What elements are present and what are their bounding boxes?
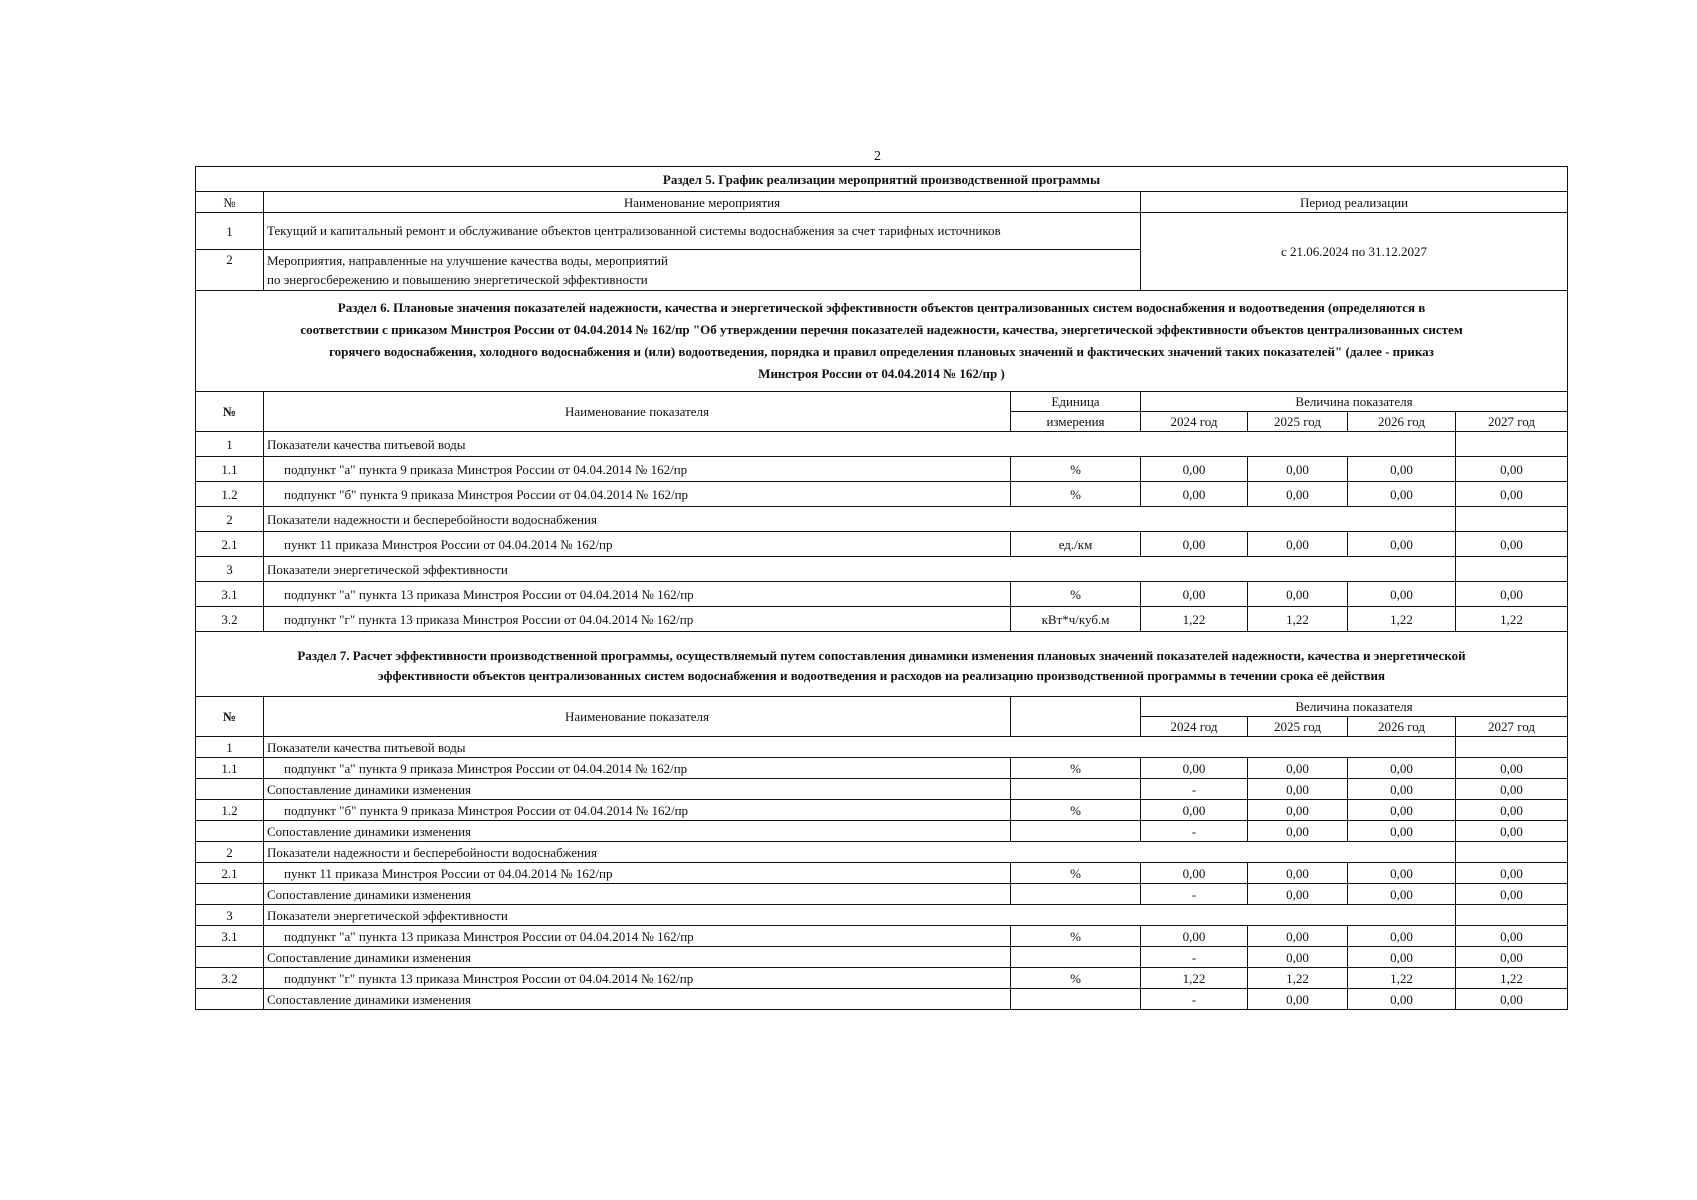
section5-row1-num: 1 — [196, 213, 264, 250]
value-cell: 1,22 — [1248, 607, 1348, 632]
indicator-name: подпункт "а" пункта 9 приказа Минстроя России от 04.04.2014 № 162/пр — [264, 457, 1011, 482]
value-cell: - — [1141, 779, 1248, 800]
row-number — [196, 947, 264, 968]
value-cell: - — [1141, 821, 1248, 842]
table-row — [196, 947, 1568, 968]
indicator-name: подпункт "б" пункта 9 приказа Минстроя России от 04.04.2014 № 162/пр — [264, 482, 1011, 507]
section7-header-year-2026: 2026 год — [1348, 717, 1456, 737]
section7-header-name: Наименование показателя — [264, 697, 1011, 737]
section6-title — [196, 291, 1568, 392]
table-row — [196, 532, 1568, 557]
section6-title-line1: Раздел 6. Плановые значения показателей надежности, качества и энергетической эффективности объектов централизованных систем водоснабжения и водоотведения (определяются в — [337, 300, 1426, 315]
section6-header-num: № — [196, 392, 264, 432]
unit-cell: % — [1011, 926, 1141, 947]
table-row — [196, 968, 1568, 989]
group-title: Показатели качества питьевой воды — [264, 432, 1456, 457]
unit-cell: % — [1011, 863, 1141, 884]
page-number: 2 — [874, 149, 881, 164]
value-cell: 0,00 — [1348, 582, 1456, 607]
empty-cell — [1456, 432, 1568, 457]
row-number: 2 — [196, 507, 264, 532]
table-row — [196, 926, 1568, 947]
section7-title — [196, 632, 1568, 697]
row-number: 2.1 — [196, 863, 264, 884]
value-cell: - — [1141, 989, 1248, 1010]
unit-cell — [1011, 884, 1141, 905]
row-number: 3.2 — [196, 607, 264, 632]
section6-header-value: Величина показателя — [1141, 392, 1568, 412]
value-cell: 0,00 — [1141, 863, 1248, 884]
section6-header-name: Наименование показателя — [264, 392, 1011, 432]
value-cell: 0,00 — [1141, 457, 1248, 482]
value-cell: 1,22 — [1456, 607, 1568, 632]
unit-cell: кВт*ч/куб.м — [1011, 607, 1141, 632]
value-cell: 0,00 — [1248, 482, 1348, 507]
section6-title-line2: соответствии с приказом Минстроя России от 04.04.2014 № 162/пр "Об утверждении перечня показателей надежности, качества, энергетической эффективности объектов централизованных систем — [300, 322, 1463, 337]
section7-title-line1: Раздел 7. Расчет эффективности производственной программы, осуществляемый путем сопоставления динамики изменения плановых значений показателей надежности, качества и энергетической — [297, 648, 1466, 663]
section5-header-period: Период реализации — [1141, 192, 1568, 213]
unit-cell — [1011, 779, 1141, 800]
section7-table — [195, 631, 1568, 1010]
section6-header-unit-line2: измерения — [1011, 412, 1141, 432]
section6-title-line3: горячего водоснабжения, холодного водоснабжения и (или) водоотведения, порядка и правил определения плановых значений и фактических значений таких показателей" (далее - приказ — [329, 344, 1434, 359]
value-cell: 0,00 — [1456, 532, 1568, 557]
section7-header-value: Величина показателя — [1141, 697, 1568, 717]
value-cell: 0,00 — [1248, 779, 1348, 800]
table-row — [196, 737, 1568, 758]
table-row — [196, 507, 1568, 532]
section5-row2-name-line2: по энергосбережению и повышению энергетической эффективности — [267, 272, 648, 287]
value-cell: 0,00 — [1348, 532, 1456, 557]
value-cell: 0,00 — [1248, 926, 1348, 947]
section7-header-year-2027: 2027 год — [1456, 717, 1568, 737]
unit-cell — [1011, 989, 1141, 1010]
row-number — [196, 884, 264, 905]
comparison-label: Сопоставление динамики изменения — [264, 947, 1011, 968]
table-row — [196, 905, 1568, 926]
comparison-label: Сопоставление динамики изменения — [264, 989, 1011, 1010]
group-title: Показатели качества питьевой воды — [264, 737, 1456, 758]
section7-header-unit — [1011, 697, 1141, 737]
value-cell: 1,22 — [1456, 968, 1568, 989]
section5-row2-name — [264, 250, 1141, 291]
value-cell: 0,00 — [1348, 779, 1456, 800]
value-cell: 0,00 — [1456, 926, 1568, 947]
row-number: 1.2 — [196, 482, 264, 507]
value-cell: 1,22 — [1348, 607, 1456, 632]
unit-cell: ед./км — [1011, 532, 1141, 557]
section6-header-year-2026: 2026 год — [1348, 412, 1456, 432]
empty-cell — [1456, 905, 1568, 926]
unit-cell: % — [1011, 482, 1141, 507]
row-number: 3 — [196, 557, 264, 582]
value-cell: 0,00 — [1348, 758, 1456, 779]
section7-header-num: № — [196, 697, 264, 737]
value-cell: 1,22 — [1141, 968, 1248, 989]
section5-row2-name-line1: Мероприятия, направленные на улучшение качества воды, мероприятий — [267, 253, 668, 268]
value-cell: 1,22 — [1248, 968, 1348, 989]
empty-cell — [1456, 507, 1568, 532]
table-row — [196, 800, 1568, 821]
value-cell: 0,00 — [1456, 947, 1568, 968]
unit-cell: % — [1011, 758, 1141, 779]
section5-period: с 21.06.2024 по 31.12.2027 — [1141, 213, 1568, 291]
row-number — [196, 821, 264, 842]
section5-table — [195, 166, 1568, 291]
value-cell: 0,00 — [1248, 532, 1348, 557]
section7-body — [196, 737, 1568, 1010]
value-cell: 0,00 — [1141, 758, 1248, 779]
value-cell: 0,00 — [1456, 863, 1568, 884]
value-cell: 1,22 — [1348, 968, 1456, 989]
unit-cell: % — [1011, 457, 1141, 482]
value-cell: 0,00 — [1141, 800, 1248, 821]
row-number: 1 — [196, 432, 264, 457]
row-number: 3.1 — [196, 926, 264, 947]
table-row — [196, 482, 1568, 507]
indicator-name: подпункт "г" пункта 13 приказа Минстроя России от 04.04.2014 № 162/пр — [264, 607, 1011, 632]
table-row — [196, 457, 1568, 482]
section6-title-line4: Минстроя России от 04.04.2014 № 162/пр ) — [758, 366, 1005, 381]
value-cell: 0,00 — [1248, 863, 1348, 884]
value-cell: 0,00 — [1456, 800, 1568, 821]
indicator-name: подпункт "а" пункта 9 приказа Минстроя России от 04.04.2014 № 162/пр — [264, 758, 1011, 779]
section6-header-year-2024: 2024 год — [1141, 412, 1248, 432]
value-cell: 0,00 — [1141, 532, 1248, 557]
table-row — [196, 432, 1568, 457]
value-cell: 0,00 — [1141, 482, 1248, 507]
table-row — [196, 758, 1568, 779]
row-number: 1.2 — [196, 800, 264, 821]
group-title: Показатели надежности и бесперебойности водоснабжения — [264, 507, 1456, 532]
row-number: 3 — [196, 905, 264, 926]
comparison-label: Сопоставление динамики изменения — [264, 884, 1011, 905]
row-number — [196, 989, 264, 1010]
value-cell: 0,00 — [1456, 884, 1568, 905]
section7-header-year-2025: 2025 год — [1248, 717, 1348, 737]
indicator-name: подпункт "а" пункта 13 приказа Минстроя России от 04.04.2014 № 162/пр — [264, 926, 1011, 947]
table-row — [196, 884, 1568, 905]
table-row — [196, 779, 1568, 800]
section6-header-unit-line1: Единица — [1011, 392, 1141, 412]
table-row — [196, 989, 1568, 1010]
section5-title: Раздел 5. График реализации мероприятий производственной программы — [196, 167, 1568, 192]
value-cell: 0,00 — [1456, 989, 1568, 1010]
value-cell: 0,00 — [1348, 947, 1456, 968]
row-number: 3.2 — [196, 968, 264, 989]
value-cell: 0,00 — [1348, 863, 1456, 884]
section5-row1-name: Текущий и капитальный ремонт и обслуживание объектов централизованной системы водоснабжения за счет тарифных источников — [264, 213, 1141, 250]
empty-cell — [1456, 842, 1568, 863]
row-number: 1.1 — [196, 758, 264, 779]
row-number: 2 — [196, 842, 264, 863]
section7-header-year-2024: 2024 год — [1141, 717, 1248, 737]
unit-cell: % — [1011, 582, 1141, 607]
section5-row2-num: 2 — [196, 250, 264, 291]
table-row — [196, 842, 1568, 863]
value-cell: - — [1141, 884, 1248, 905]
table-row — [196, 582, 1568, 607]
section6-table — [195, 290, 1568, 632]
value-cell: 0,00 — [1348, 884, 1456, 905]
row-number — [196, 779, 264, 800]
value-cell: 0,00 — [1248, 457, 1348, 482]
value-cell: 0,00 — [1248, 821, 1348, 842]
group-title: Показатели надежности и бесперебойности водоснабжения — [264, 842, 1456, 863]
section6-body — [196, 432, 1568, 632]
value-cell: 0,00 — [1348, 989, 1456, 1010]
section7-title-line2: эффективности объектов централизованных систем водоснабжения и водоотведения и расходов на реализацию производственной программы в течении срока её действия — [377, 668, 1386, 683]
value-cell: 0,00 — [1248, 884, 1348, 905]
value-cell: 0,00 — [1456, 582, 1568, 607]
value-cell: 1,22 — [1141, 607, 1248, 632]
value-cell: 0,00 — [1456, 779, 1568, 800]
value-cell: - — [1141, 947, 1248, 968]
comparison-label: Сопоставление динамики изменения — [264, 779, 1011, 800]
document-frame — [195, 166, 1567, 1010]
empty-cell — [1456, 737, 1568, 758]
table-row — [196, 863, 1568, 884]
indicator-name: пункт 11 приказа Минстроя России от 04.04.2014 № 162/пр — [264, 863, 1011, 884]
indicator-name: подпункт "б" пункта 9 приказа Минстроя России от 04.04.2014 № 162/пр — [264, 800, 1011, 821]
empty-cell — [1456, 557, 1568, 582]
comparison-label: Сопоставление динамики изменения — [264, 821, 1011, 842]
value-cell: 0,00 — [1456, 758, 1568, 779]
value-cell: 0,00 — [1248, 582, 1348, 607]
value-cell: 0,00 — [1248, 989, 1348, 1010]
value-cell: 0,00 — [1348, 800, 1456, 821]
value-cell: 0,00 — [1456, 482, 1568, 507]
value-cell: 0,00 — [1348, 457, 1456, 482]
section5-header-num: № — [196, 192, 264, 213]
row-number: 1.1 — [196, 457, 264, 482]
table-row — [196, 821, 1568, 842]
section5-header-name: Наименование мероприятия — [264, 192, 1141, 213]
indicator-name: подпункт "а" пункта 13 приказа Минстроя России от 04.04.2014 № 162/пр — [264, 582, 1011, 607]
group-title: Показатели энергетической эффективности — [264, 557, 1456, 582]
section6-header-year-2025: 2025 год — [1248, 412, 1348, 432]
table-row — [196, 607, 1568, 632]
value-cell: 0,00 — [1141, 582, 1248, 607]
value-cell: 0,00 — [1141, 926, 1248, 947]
indicator-name: пункт 11 приказа Минстроя России от 04.04.2014 № 162/пр — [264, 532, 1011, 557]
value-cell: 0,00 — [1348, 482, 1456, 507]
row-number: 3.1 — [196, 582, 264, 607]
value-cell: 0,00 — [1456, 821, 1568, 842]
value-cell: 0,00 — [1348, 926, 1456, 947]
row-number: 2.1 — [196, 532, 264, 557]
value-cell: 0,00 — [1348, 821, 1456, 842]
section6-header-year-2027: 2027 год — [1456, 412, 1568, 432]
table-row — [196, 557, 1568, 582]
unit-cell — [1011, 947, 1141, 968]
value-cell: 0,00 — [1248, 758, 1348, 779]
value-cell: 0,00 — [1248, 800, 1348, 821]
indicator-name: подпункт "г" пункта 13 приказа Минстроя России от 04.04.2014 № 162/пр — [264, 968, 1011, 989]
value-cell: 0,00 — [1248, 947, 1348, 968]
unit-cell — [1011, 821, 1141, 842]
unit-cell: % — [1011, 968, 1141, 989]
value-cell: 0,00 — [1456, 457, 1568, 482]
unit-cell: % — [1011, 800, 1141, 821]
group-title: Показатели энергетической эффективности — [264, 905, 1456, 926]
row-number: 1 — [196, 737, 264, 758]
